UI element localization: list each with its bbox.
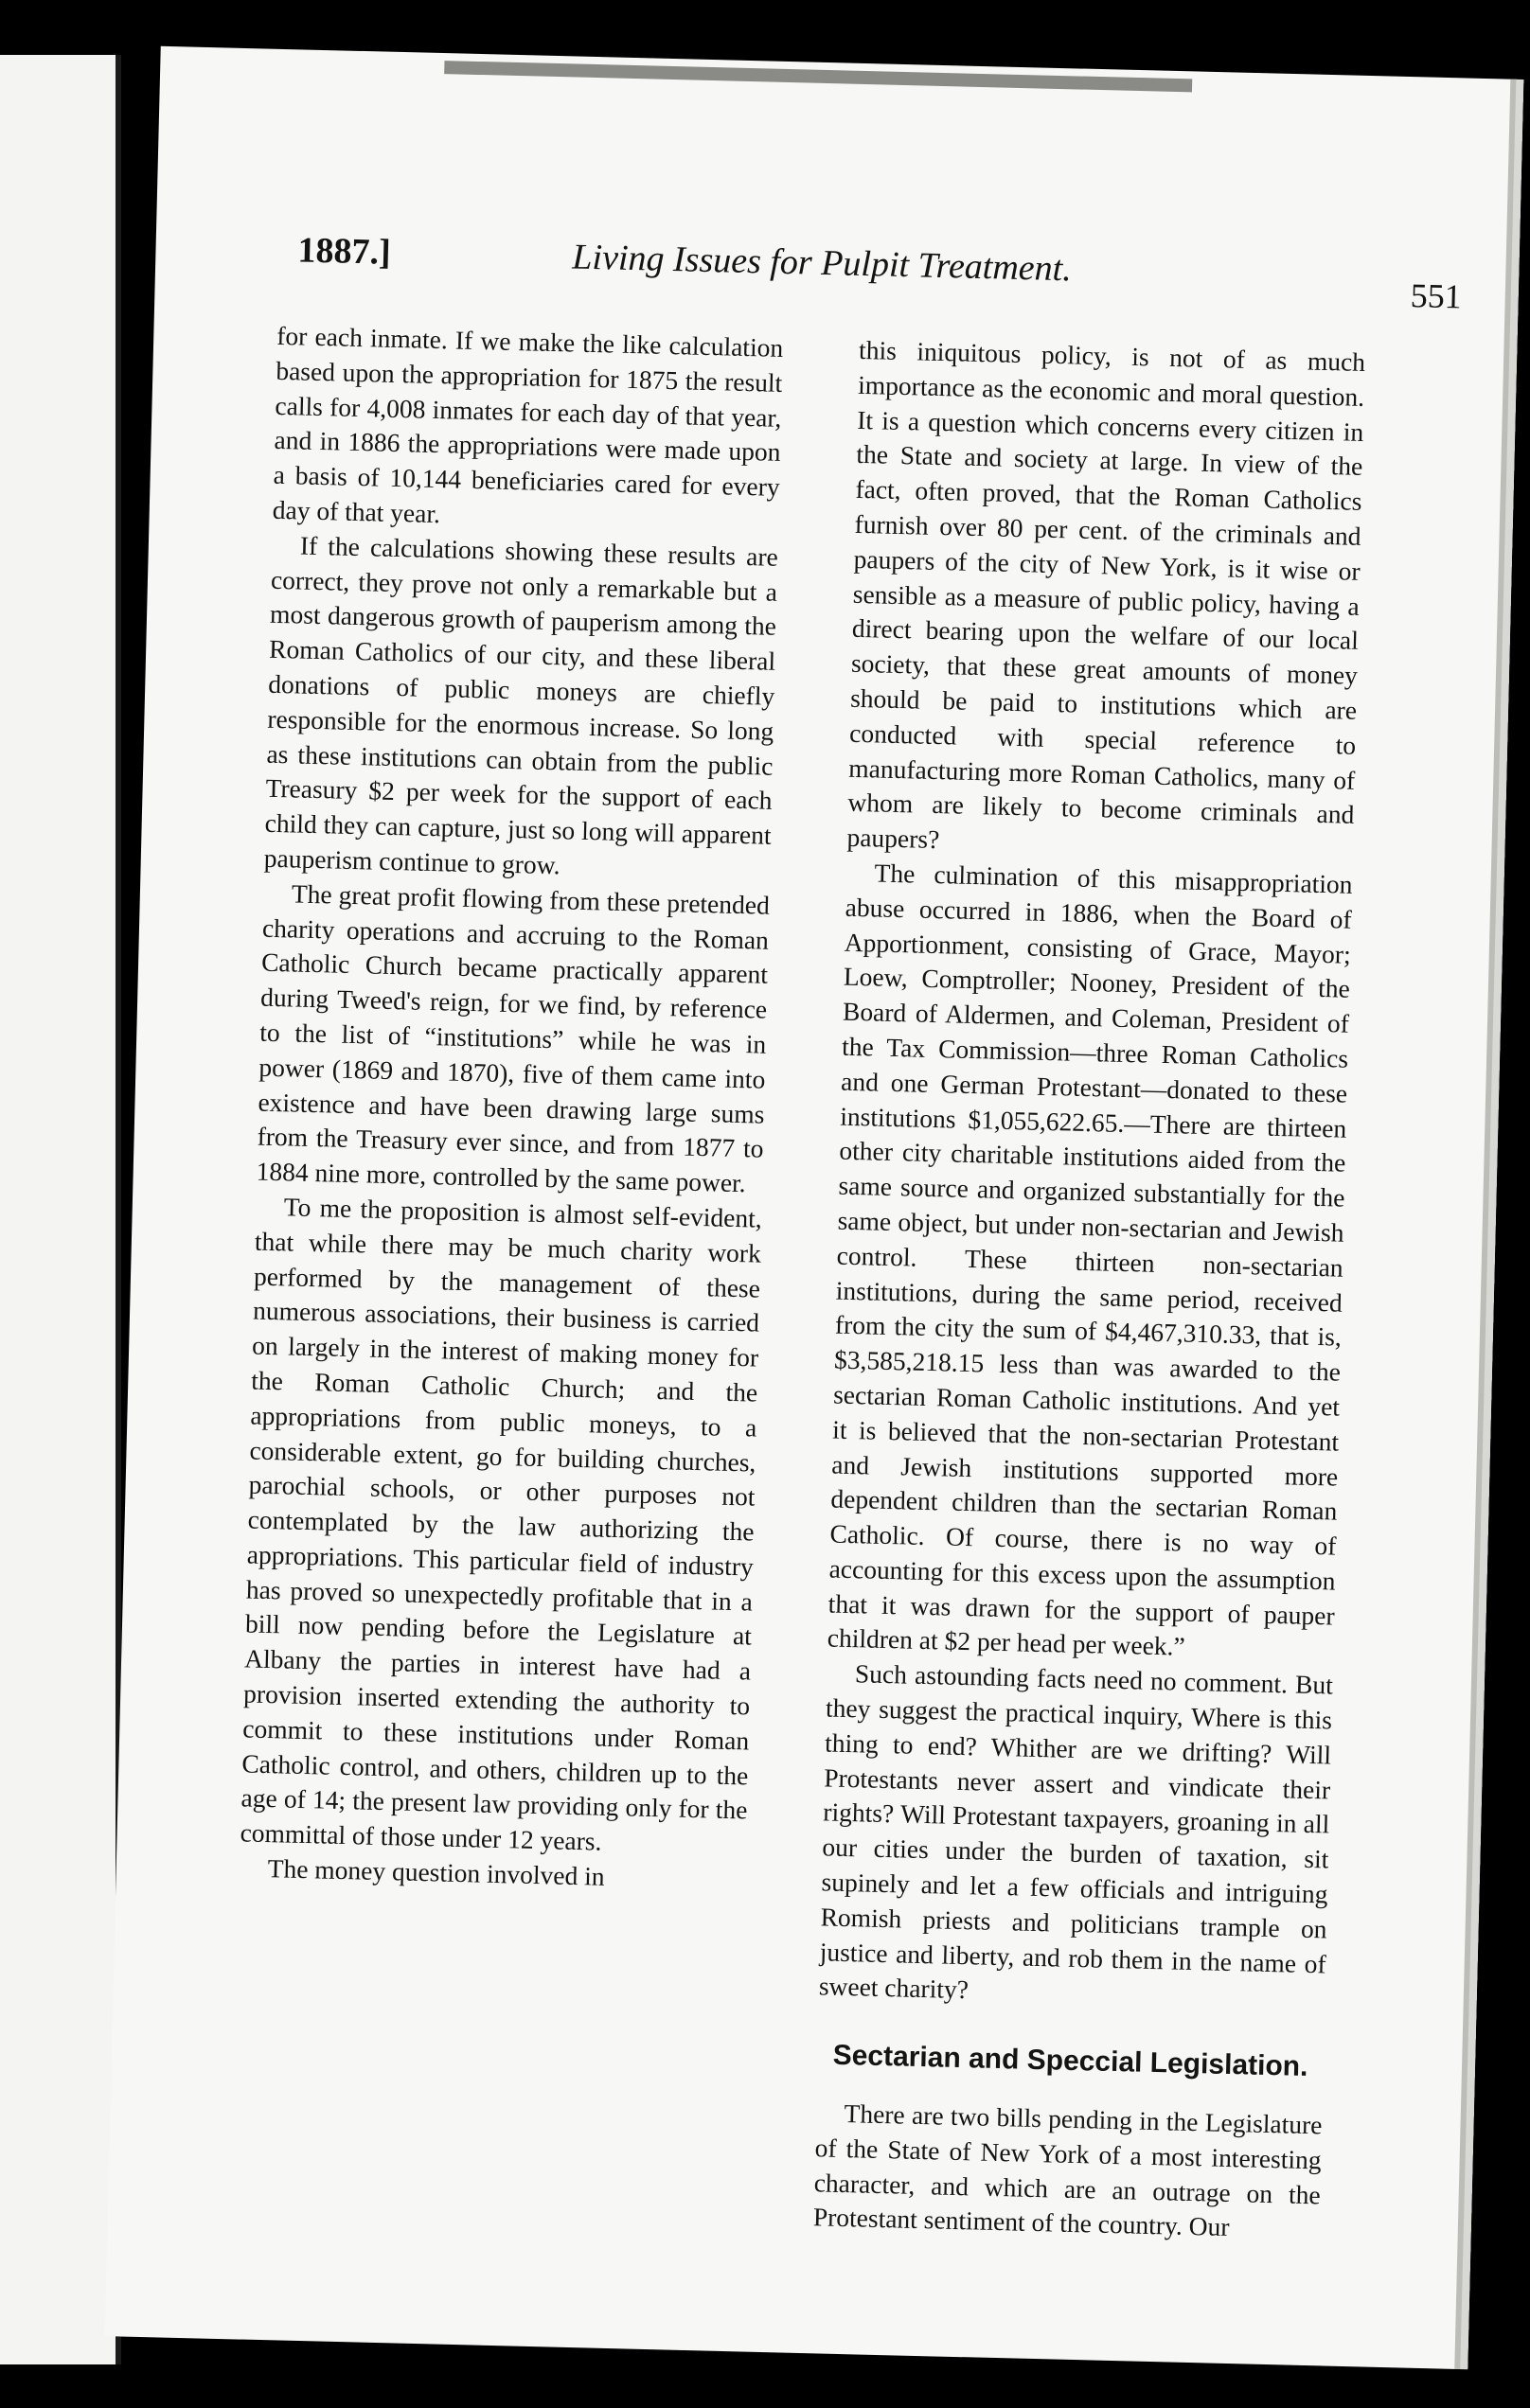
paragraph: this iniquitous policy, is not of as much importance as the economic and moral question. It is a question which concerns every citizen in the State and society at large. In view of the fact, often proved, that the Roman Catholics furnish over 80 per cent. of the criminals and paupers of the city of New York, is it wise or sensible as a measure of public policy, having a direct bearing upon the welfare of our local society, that these great amounts of money should be paid to institutions which are conducted with special reference to manufacturing more Roman Catholics, many of whom are likely to become criminals and paupers? [846, 334, 1366, 855]
left-column [239, 319, 783, 1898]
header-year: 1887.] [297, 230, 392, 273]
page-top-shadow [444, 61, 1192, 92]
header-title: Living Issues for Pulpit Treatment. [571, 237, 1073, 290]
paragraph: To me the proposition is almost self-evident, that while there may be much charity work performed by the management of these numerous associations, their business is carried on largely in the interest of making money for the Roman Catholic Church; and the appropriations from public moneys, to a considerable extent, go for building churches, parochial schools, or other purposes not contemplated by the law authorizing the appropriations. This particular field of industry has proved so unexpectedly profitable that in a bill now pending before the Legislature at Albany the parties in interest have had a provision inserted extending the authority to commit to these institutions under Roman Catholic control, and others, children up to the age of 14; the present law providing only for the committal of those under 12 years. [240, 1192, 763, 1856]
running-head [297, 229, 1463, 314]
paragraph: There are two bills pending in the Legislature of the State of New York of a most interesting character, and which are an outrage on the Protestant sentiment of the country. Our [812, 2098, 1323, 2242]
right-column [812, 333, 1365, 2248]
book-page [105, 46, 1524, 2369]
section-heading: Sectarian and Speccial Legislation. [832, 2040, 1308, 2083]
paragraph: Such astounding facts need no comment. But they suggest the practical inquiry, Where is this thing to end? Whither are we drifting? Will Protestants never assert and vindicate their rights? Will Protestant taxpayers, groaning in all our cities under the burden of taxation, sit supinely and let a few officials and intriguing Romish priests and politicians trample on justice and liberty, and rob them in the name of sweet charity? [818, 1658, 1334, 2005]
paragraph: If the calculations showing these results are correct, they prove not only a remarkable but a most dangerous growth of pauperism among the Roman Catholics of our city, and these liberal donations of public moneys are chiefly responsible for the enormous increase. So long as these institutions can obtain from the public Treasury $2 per week for the support of each child they can capture, just so long will apparent pauperism continue to grow. [263, 530, 779, 880]
paragraph: The money question involved in [267, 1853, 605, 1891]
paragraph: The culmination of this misappropriation abuse occurred in 1886, when the Board of Apportionment, consisting of Grace, Mayor; Loew, Comptroller; Nooney, President of the Board of Aldermen, and Coleman, President of the Tax Commission—three Roman Catholics and one German Protestant—donated to these institutions $1,055,622.65.—There are thirteen other city charitable institutions aided from the same source and organized substantially for the same object, but under non-sectarian and Jewish control. These thirteen non-sectarian institutions, during the same period, received from the city the sum of $4,467,310.33, that is, $3,585,218.15 less than was awarded to the sectarian Roman Catholic institutions. And yet it is believed that the non-sectarian Protestant and Jewish institutions supported more dependent children than the sectarian Roman Catholic. Of course, there is no way of accounting for this excess upon the assumption that it was drawn for the support of pauper children at $2 per head per week.” [827, 858, 1353, 1662]
page-number: 551 [1410, 276, 1463, 316]
paragraph: The great profit flowing from these pretended charity operations and accruing to the Roman Catholic Church became practically apparent during Tweed's reign, for we find, by reference to the list of “institutions” while he was in power (1869 and 1870), five of them came into existence and have been drawing large sums from the Treasury ever since, and from 1877 to 1884 nine more, controlled by the same power. [256, 878, 771, 1198]
paragraph: for each inmate. If we make the like calculation based upon the appropriation for 1875 the result calls for 4,008 inmates for each day of that year, and in 1886 the appropriations were made upon a basis of 10,144 beneficiaries cared for every day of that year. [272, 320, 784, 529]
previous-page-edge [0, 55, 121, 2364]
